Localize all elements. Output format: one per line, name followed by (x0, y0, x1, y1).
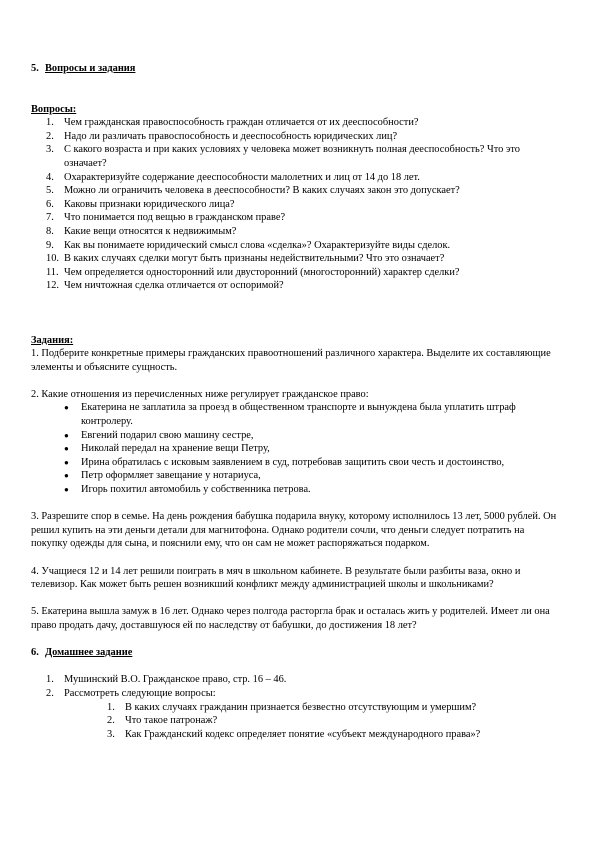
bullet-icon: ● (64, 430, 69, 440)
bullet-icon: ● (64, 403, 69, 413)
document-page (31, 62, 561, 741)
questions-heading: Вопросы: (31, 103, 77, 115)
list-item: 11. Чем определяется односторонний или двусторонний (многосторонний) характер сделки? (46, 266, 460, 278)
section-5-heading (31, 62, 561, 76)
task-4: 4. Учащиеся 12 и 14 лет решили поиграть в мяч в школьном кабинете. В результате были разбиты ваза, окно и телевизор. Как может быть решен возникший конфликт между администрацией школы и школьниками? (31, 565, 521, 591)
task-3: 3. Разрешите спор в семье. На день рождения бабушка подарила внуку, которому исполнилось 13 лет, 5000 рублей. Он решил купить на эти деньги детали для магнитофона. Однако родители сочли, что деньги следует потратить на покупку одежды для сына, и пояснили ему, что он сам не может распоряжаться подарком. (31, 511, 557, 550)
list-item: ● Игорь похитил автомобиль у собственника петрова. (64, 484, 311, 496)
list-item: 12. Чем ничтожная сделка отличается от оспоримой? (46, 280, 284, 292)
homework-sublist (31, 701, 561, 742)
list-item: ● Евгений подарил свою машину сестре, (64, 429, 254, 441)
list-item: 9. Как вы понимаете юридический смысл слова «сделка»? Охарактеризуйте виды сделок. (46, 239, 451, 251)
tasks-block (31, 334, 561, 633)
list-item: ● Ирина обратилась с исковым заявлением в суд, потребовав защитить свои честь и достоинство, (64, 456, 505, 468)
list-item: 2. Что такое патронаж? (107, 715, 218, 727)
list-item: 8. Какие вещи относятся к недвижимым? (46, 225, 237, 237)
section-5-title: Вопросы и задания (45, 63, 136, 74)
section-5-number: 5. (31, 63, 39, 74)
list-item: 7. Что понимается под вещью в гражданском праве? (46, 212, 286, 224)
list-item: 1. В каких случаях гражданин признается безвестно отсутствующим и умершим? (107, 701, 477, 713)
task-1: 1. Подберите конкретные примеры гражданских правоотношений различного характера. Выделите их составляющие элементы и объясните сущность. (31, 348, 551, 373)
section-6-number: 6. (31, 647, 39, 659)
list-item: 2. Рассмотреть следующие вопросы: (46, 687, 216, 699)
bullet-icon: ● (64, 457, 69, 467)
task-2-intro: 2. Какие отношения из перечисленных ниже регулирует гражданское право: (31, 388, 369, 400)
bullet-icon: ● (64, 485, 69, 495)
list-item: ● Николай передал на хранение вещи Петру, (64, 443, 270, 455)
bullet-icon: ● (64, 444, 69, 454)
section-6-heading (31, 646, 561, 660)
task-2-bullets (31, 401, 561, 496)
list-item: 1. Мушинский В.О. Гражданское право, стр. 16 – 46. (46, 674, 287, 686)
questions-list (31, 116, 561, 293)
list-item: 10. В каких случаях сделки могут быть признаны недействительными? Что это означает? (46, 253, 445, 265)
bullet-icon: ● (64, 471, 69, 481)
homework-list (31, 673, 561, 700)
list-item: 1. Чем гражданская правоспособность граждан отличается от их дееспособности? (46, 117, 419, 129)
list-item: 3. Как Гражданский кодекс определяет понятие «субъект международного права»? (107, 728, 481, 740)
task-5: 5. Екатерина вышла замуж в 16 лет. Однако через полгода расторгла брак и осталась жить у родителей. Имеет ли она право продать дачу, доставшуюся ей по наследству от бабушки, до достижения 18 лет? (31, 606, 550, 631)
list-item: 3. С какого возраста и при каких условиях у человека может возникнуть полная дееспособность? Что это означает? (46, 144, 520, 169)
list-item: 6. Каковы признаки юридического лица? (46, 198, 235, 210)
list-item: 2. Надо ли различать правоспособность и дееспособность юридических лиц? (46, 130, 398, 142)
list-item: ● Екатерина не заплатила за проезд в общественном транспорте и вынуждена была уплатить штраф контролеру. (64, 402, 516, 428)
list-item: 5. Можно ли ограничить человека в дееспособности? В каких случаях закон это допускает? (46, 185, 460, 197)
list-item: ● Петр оформляет завещание у нотариуса, (64, 470, 261, 482)
list-item: 4. Охарактеризуйте содержание дееспособности малолетних и лиц от 14 до 18 лет. (46, 171, 420, 183)
section-6-title: Домашнее задание (45, 647, 133, 659)
tasks-heading: Задания: (31, 334, 74, 346)
